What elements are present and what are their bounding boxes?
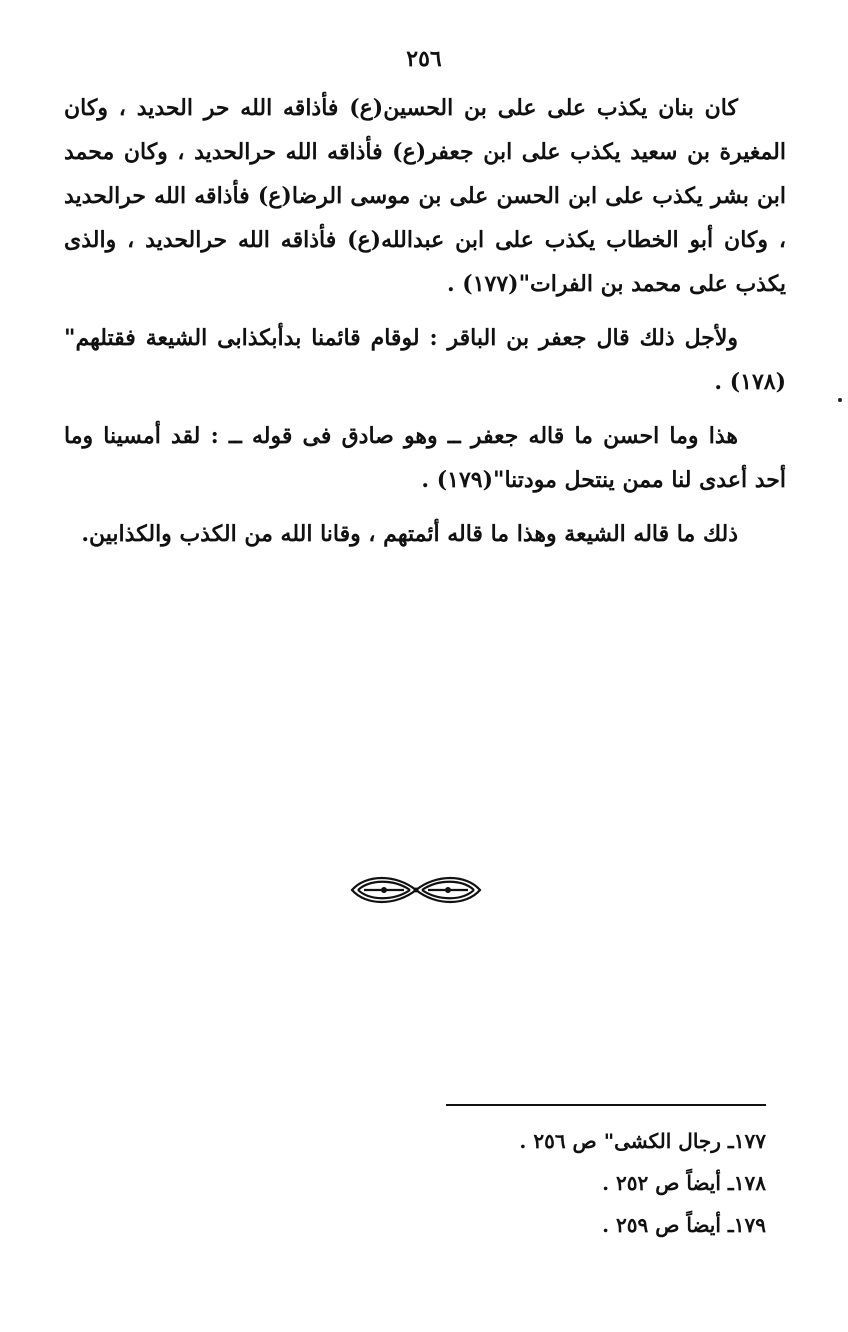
paragraph-2: ولأجل ذلك قال جعفر بن الباقر : لوقام قائمنا بدأبكذابى الشيعة فقتلهم"(١٧٨) . bbox=[64, 325, 786, 395]
footnote-divider bbox=[446, 1104, 766, 1106]
footnote-177 bbox=[366, 1120, 766, 1162]
main-text bbox=[64, 86, 786, 566]
paragraph-1: كان بنان يكذب على على بن الحسين(ع) فأذاقه الله حر الحديد ، وكان المغيرة بن سعيد يكذب على ابن جعفر(ع) فأذاقه الله حرالحديد ، وكان محمد ابن بشر يكذب على ابن الحسن على بن موسى الرضا(ع) فأذاقه الله حرالحديد ، وكان أبو الخطاب يكذب على ابن عبدالله(ع) فأذاقه الله حرالحديد ، والذى يكذب على محمد بن الفرات"(١٧٧) . bbox=[64, 95, 786, 297]
page-number: ٢٥٦ bbox=[406, 46, 442, 72]
footnote-number: ١٧٧ـ bbox=[727, 1129, 766, 1153]
footnote-text: أيضاً ص ٢٥٩ . bbox=[602, 1213, 721, 1237]
footnote-number: ١٧٨ـ bbox=[727, 1171, 766, 1195]
footnote-178 bbox=[366, 1162, 766, 1204]
paragraph-4: ذلك ما قاله الشيعة وهذا ما قاله أئمتهم ، وقانا الله من الكذب والكذابين. bbox=[81, 521, 738, 547]
paragraph-3: هذا وما احسن ما قاله جعفر ــ وهو صادق فى قوله ــ : لقد أمسينا وما أحد أعدى لنا ممن ينتحل مودتنا"(١٧٩) . bbox=[64, 423, 786, 493]
margin-mark bbox=[838, 398, 842, 402]
footnote-text: رجال الكشى" ص ٢٥٦ . bbox=[519, 1129, 721, 1153]
footnote-179 bbox=[366, 1204, 766, 1246]
footnotes bbox=[366, 1120, 766, 1246]
section-ornament-icon bbox=[346, 868, 486, 912]
footnote-number: ١٧٩ـ bbox=[727, 1213, 766, 1237]
footnote-text: أيضاً ص ٢٥٢ . bbox=[602, 1171, 721, 1195]
